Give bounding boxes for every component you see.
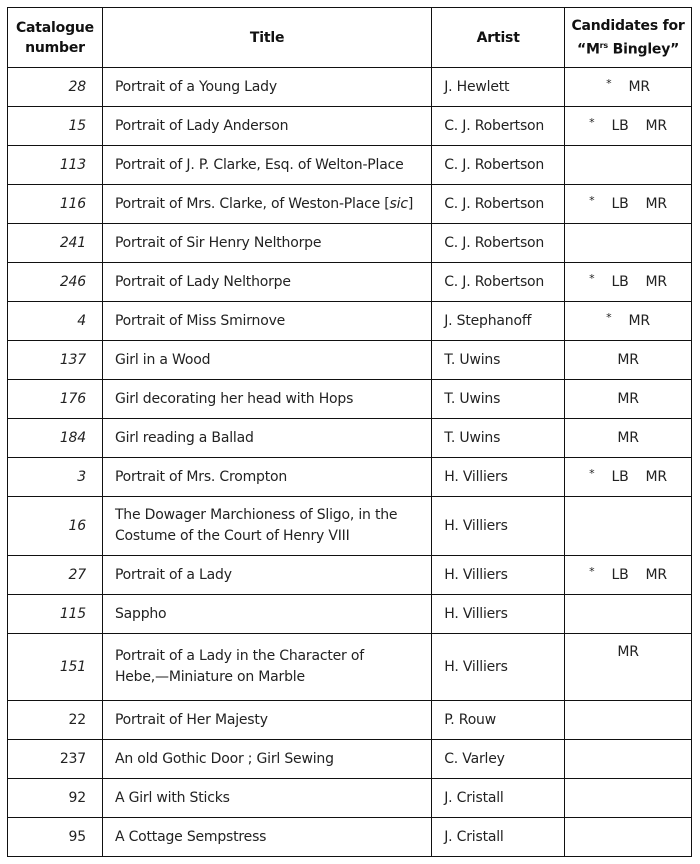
asterisk-mark: * xyxy=(589,193,595,207)
table-row xyxy=(8,818,692,857)
artist-cell: C. J. Robertson xyxy=(432,146,565,185)
title-cell: A Cottage Sempstress xyxy=(102,818,431,857)
artist-cell: C. J. Robertson xyxy=(432,263,565,302)
title-cell: Girl decorating her head with Hops xyxy=(102,380,431,419)
candidates-cell xyxy=(565,497,692,556)
catalogue-number: 15 xyxy=(8,107,103,146)
artist-cell: J. Hewlett xyxy=(432,68,565,107)
candidates-cell xyxy=(565,341,692,380)
catalogue-number: 95 xyxy=(8,818,103,857)
table-row xyxy=(8,634,692,701)
table-row xyxy=(8,107,692,146)
artist-cell: H. Villiers xyxy=(432,634,565,701)
candidates-text: LB MR xyxy=(611,273,667,290)
catalogue-number: 241 xyxy=(8,224,103,263)
candidates-cell xyxy=(565,224,692,263)
table-row xyxy=(8,380,692,419)
artist-cell: P. Rouw xyxy=(432,701,565,740)
catalogue-table xyxy=(7,7,692,857)
header-text: Candidates for xyxy=(571,17,685,34)
sic-italic: sic xyxy=(389,195,408,212)
candidates-cell xyxy=(565,634,692,701)
artist-cell: H. Villiers xyxy=(432,497,565,556)
title-cell: Girl reading a Ballad xyxy=(102,419,431,458)
title-cell: Portrait of Mrs. Crompton xyxy=(102,458,431,497)
title-cell: Portrait of J. P. Clarke, Esq. of Welton-Place xyxy=(102,146,431,185)
candidates-cell xyxy=(565,146,692,185)
header-text: Catalogue xyxy=(15,19,94,36)
artist-cell: T. Uwins xyxy=(432,419,565,458)
title-cell xyxy=(102,634,431,701)
candidates-text: MR xyxy=(628,78,650,95)
header-row xyxy=(8,8,692,68)
artist-cell: H. Villiers xyxy=(432,458,565,497)
candidates-cell xyxy=(565,107,692,146)
header-candidates xyxy=(565,8,692,68)
catalogue-number: 92 xyxy=(8,779,103,818)
candidates-cell xyxy=(565,458,692,497)
candidates-cell xyxy=(565,818,692,857)
title-text: Costume of the Court of Henry VIII xyxy=(114,528,350,544)
title-cell: Portrait of Sir Henry Nelthorpe xyxy=(102,224,431,263)
candidates-cell xyxy=(565,302,692,341)
table-row xyxy=(8,740,692,779)
catalogue-number: 176 xyxy=(8,380,103,419)
title-cell: Girl in a Wood xyxy=(102,341,431,380)
catalogue-number: 4 xyxy=(8,302,103,341)
candidates-text: MR xyxy=(617,351,639,368)
title-cell: Portrait of Lady Nelthorpe xyxy=(102,263,431,302)
catalogue-number: 27 xyxy=(8,556,103,595)
candidates-cell xyxy=(565,263,692,302)
candidates-cell xyxy=(565,701,692,740)
candidates-text: LB MR xyxy=(611,468,667,485)
table-row xyxy=(8,68,692,107)
artist-cell: T. Uwins xyxy=(432,380,565,419)
header-catalogue-number xyxy=(8,8,103,68)
title-cell: A Girl with Sticks xyxy=(102,779,431,818)
table-row xyxy=(8,497,692,556)
candidates-cell xyxy=(565,740,692,779)
table-row xyxy=(8,701,692,740)
table-row xyxy=(8,146,692,185)
title-cell xyxy=(102,497,431,556)
header-artist: Artist xyxy=(432,8,565,68)
candidates-text: LB MR xyxy=(611,195,667,212)
asterisk-mark: * xyxy=(606,76,612,90)
table-row xyxy=(8,302,692,341)
header-title: Title xyxy=(102,8,431,68)
title-text: The Dowager Marchioness of Sligo, in the xyxy=(114,507,398,523)
table-row xyxy=(8,341,692,380)
table-row xyxy=(8,224,692,263)
candidates-text: MR xyxy=(617,390,639,407)
catalogue-number: 237 xyxy=(8,740,103,779)
candidates-cell xyxy=(565,68,692,107)
artist-cell: T. Uwins xyxy=(432,341,565,380)
artist-cell: C. J. Robertson xyxy=(432,224,565,263)
table-row xyxy=(8,556,692,595)
table-row xyxy=(8,458,692,497)
title-text: Portrait of Mrs. Clarke, of Weston-Place [ xyxy=(114,195,390,212)
asterisk-mark: * xyxy=(589,564,595,578)
artist-cell: C. J. Robertson xyxy=(432,185,565,224)
artist-cell: C. Varley xyxy=(432,740,565,779)
title-text: Hebe,—Miniature on Marble xyxy=(114,669,305,685)
candidates-cell xyxy=(565,556,692,595)
catalogue-number: 151 xyxy=(8,634,103,701)
table-row xyxy=(8,263,692,302)
candidates-text: MR xyxy=(617,429,639,446)
artist-cell: H. Villiers xyxy=(432,595,565,634)
title-text: ] xyxy=(407,195,414,212)
title-cell: Portrait of a Lady xyxy=(102,556,431,595)
asterisk-mark: * xyxy=(606,310,612,324)
title-cell: An old Gothic Door ; Girl Sewing xyxy=(102,740,431,779)
artist-cell: H. Villiers xyxy=(432,556,565,595)
title-cell xyxy=(102,185,431,224)
asterisk-mark: * xyxy=(589,271,595,285)
superscript-rs: rs xyxy=(599,40,608,50)
catalogue-number: 3 xyxy=(8,458,103,497)
table-row xyxy=(8,779,692,818)
artist-cell: J. Cristall xyxy=(432,779,565,818)
asterisk-mark: * xyxy=(589,115,595,129)
catalogue-number: 16 xyxy=(8,497,103,556)
candidates-cell xyxy=(565,380,692,419)
catalogue-number: 22 xyxy=(8,701,103,740)
catalogue-number: 184 xyxy=(8,419,103,458)
candidates-text: MR xyxy=(628,312,650,329)
candidates-text: LB MR xyxy=(611,117,667,134)
artist-cell: J. Cristall xyxy=(432,818,565,857)
table-row xyxy=(8,185,692,224)
candidates-cell xyxy=(565,185,692,224)
title-cell: Portrait of Miss Smirnove xyxy=(102,302,431,341)
candidates-cell xyxy=(565,595,692,634)
catalogue-number: 115 xyxy=(8,595,103,634)
artist-cell: J. Stephanoff xyxy=(432,302,565,341)
candidates-cell xyxy=(565,779,692,818)
header-text: Bingley” xyxy=(607,41,680,58)
catalogue-number: 246 xyxy=(8,263,103,302)
title-cell: Sappho xyxy=(102,595,431,634)
title-cell: Portrait of a Young Lady xyxy=(102,68,431,107)
title-cell: Portrait of Her Majesty xyxy=(102,701,431,740)
title-text: Portrait of a Lady in the Character of xyxy=(114,648,364,664)
table-row xyxy=(8,419,692,458)
candidates-text: LB MR xyxy=(611,566,667,583)
artist-cell: C. J. Robertson xyxy=(432,107,565,146)
candidates-text: MR xyxy=(617,644,639,660)
catalogue-number: 113 xyxy=(8,146,103,185)
catalogue-number: 28 xyxy=(8,68,103,107)
asterisk-mark: * xyxy=(589,466,595,480)
table-row xyxy=(8,595,692,634)
candidates-cell xyxy=(565,419,692,458)
header-text: “M xyxy=(576,41,600,58)
title-cell: Portrait of Lady Anderson xyxy=(102,107,431,146)
catalogue-number: 116 xyxy=(8,185,103,224)
header-text: number xyxy=(25,39,85,56)
catalogue-number: 137 xyxy=(8,341,103,380)
